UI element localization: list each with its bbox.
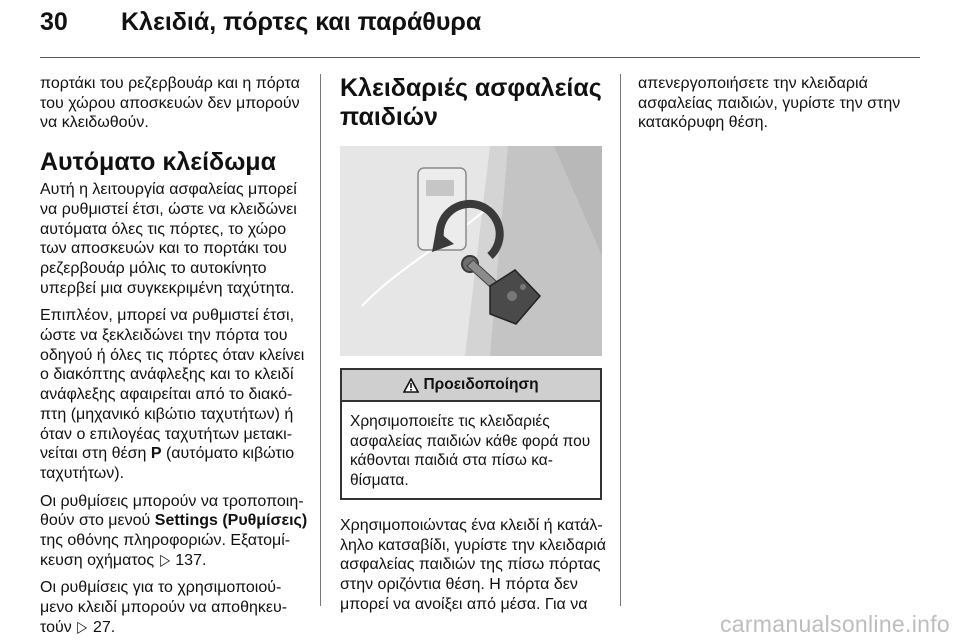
section-heading-child-locks: Κλειδαριές ασφαλείας παιδιών xyxy=(340,74,602,131)
page-reference-link[interactable]: 137. xyxy=(175,551,207,569)
warning-box xyxy=(340,368,602,500)
warning-header xyxy=(342,370,600,402)
page-reference-link[interactable]: 27. xyxy=(92,618,116,636)
page-number: 30 xyxy=(40,8,68,36)
chapter-title: Κλειδιά, πόρτες και παράθυρα xyxy=(121,8,482,36)
child-lock-illustration xyxy=(340,146,602,356)
column-divider xyxy=(620,74,621,606)
column-3 xyxy=(638,74,920,133)
auto-lock-paragraph-2: Επιπλέον, μπορεί να ρυθμιστεί έτσι, ώστε να ξεκλειδώνει την πόρτα του οδηγού ή όλες τις πόρτες όταν κλείνει ο διακόπτης ανάφλεξης και το κλειδί ανάφλεξης αφαιρείται από το διακό- πτη (μηχανικό κιβώτιο ταχυτήτων) ή όταν ο επιλογέας ταχυτήτων μετακι- νείται στη θέση P (αυτόματο κιβώτιο ταχυτήτων). xyxy=(40,307,305,482)
child-lock-continued-paragraph: απενεργοποιήσετε την κλειδαριά ασφαλείας παιδιών, γυρίστε την στην κατακόρυφη θέση. xyxy=(638,75,901,132)
column-divider xyxy=(320,74,321,606)
warning-triangle-icon xyxy=(403,378,419,393)
ref-arrow-icon: ▷ xyxy=(159,551,170,569)
auto-lock-paragraph-4: Οι ρυθμίσεις για το χρησιμοποιού- μενο κλειδί μπορούν να αποθηκευ- τούν ▷ 27. xyxy=(40,579,288,636)
warning-title: Προειδοποίηση xyxy=(423,376,539,394)
ref-arrow-icon: ▷ xyxy=(77,618,88,636)
settings-menu-name: Settings (Ρυθμίσεις) xyxy=(154,512,308,530)
intro-paragraph: πορτάκι του ρεζερβουάρ και η πόρτα του χώρου αποσκευών δεν μπορούν να κλειδωθούν. xyxy=(40,75,300,132)
column-1 xyxy=(40,74,312,638)
auto-lock-paragraph-3: Οι ρυθμίσεις μπορούν να τροποποιη- θούν στο μενού Settings (Ρυθμίσεις) της οθόνης πληροφοριών. Εξατομί- κευση οχήματος ▷ 137. xyxy=(40,492,308,569)
section-heading-auto-lock: Αυτόματο κλείδωμα xyxy=(40,148,276,177)
warning-text: Χρησιμοποιείτε τις κλειδαριές ασφαλείας παιδιών κάθε φορά που κάθονται παιδιά στα πίσω κα- θίσματα. xyxy=(350,413,591,489)
child-lock-paragraph: Χρησιμοποιώντας ένα κλειδί ή κατάλ- ληλο κατσαβίδι, γυρίστε την κλειδαριά ασφαλείας παιδιών της πίσω πόρτας στην οριζόντια θέση. Η πόρτα δεν μπορεί να ανοίξει από μέσα. Για να xyxy=(340,517,606,613)
column-2 xyxy=(340,74,612,615)
header-rule xyxy=(40,57,920,58)
gear-position-p: P xyxy=(150,445,162,463)
auto-lock-paragraph-1: Αυτή η λειτουργία ασφαλείας μπορεί να ρυθμιστεί έτσι, ώστε να κλειδώνει αυτόματα όλες τις πόρτες, το χώρο των αποσκευών και το πορτάκι του ρεζερβουάρ μόλις το αυτοκίνητο υπερβεί μια συγκεκριμένη ταχύτητα. xyxy=(40,181,297,297)
watermark: carmanualsonline.info xyxy=(719,611,950,637)
page-header xyxy=(0,0,960,58)
